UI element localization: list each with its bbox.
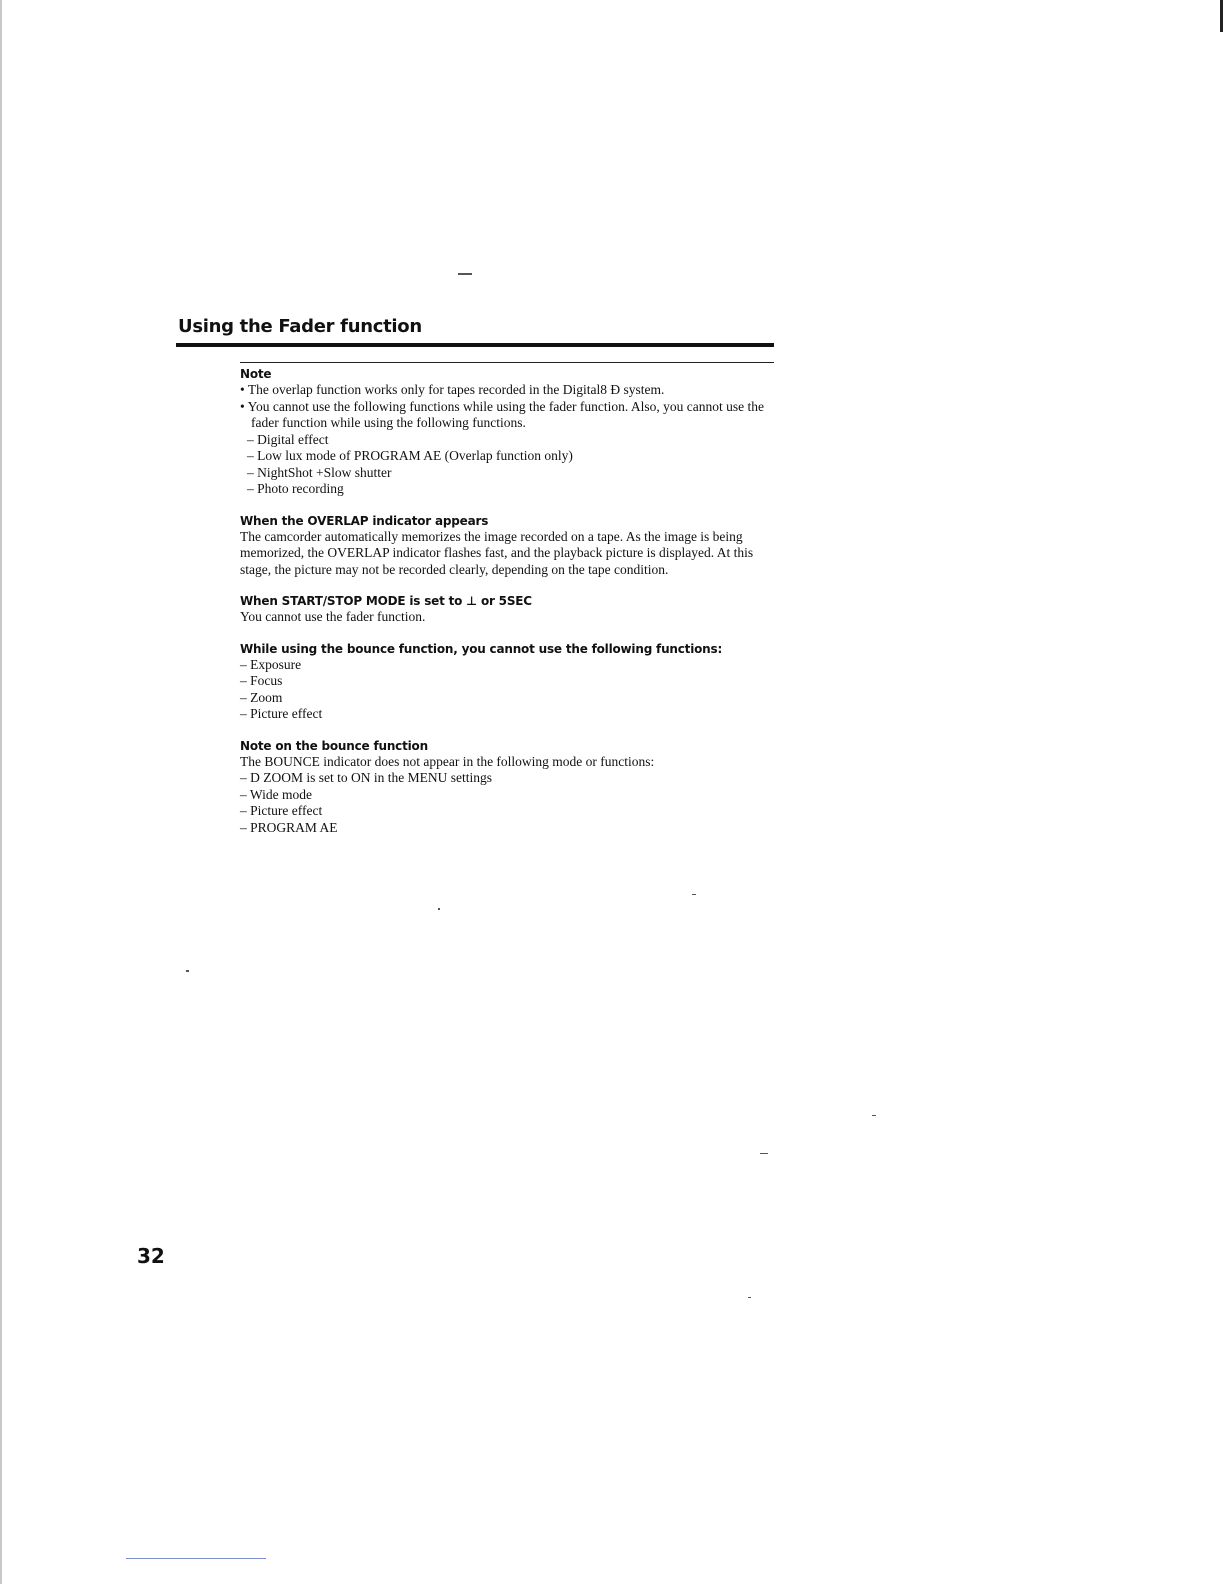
section-rule	[240, 362, 774, 363]
note-item: – Photo recording	[247, 481, 344, 496]
scan-speck	[760, 1153, 768, 1154]
scan-speck	[186, 970, 189, 972]
overlap-heading: When the OVERLAP indicator appears	[240, 513, 489, 528]
note-item: – Low lux mode of PROGRAM AE (Overlap function only)	[247, 448, 573, 463]
note-heading: Note	[240, 367, 272, 381]
note-bullet-1: • The overlap function works only for tapes recorded in the Digital8 Ð system.	[240, 382, 665, 397]
page-content	[240, 366, 780, 836]
page-title: Using the Fader function	[178, 316, 422, 337]
bounce-note-item: – PROGRAM AE	[240, 819, 338, 835]
bounce-note-item: – Wide mode	[240, 786, 312, 802]
note-bullet-2: • You cannot use the following functions while using the fader function. Also, you cannot use the fader function while using the following functions.	[240, 398, 765, 430]
bounce-item: – Exposure	[240, 656, 302, 672]
scan-speck	[748, 1297, 751, 1298]
note-item: – NightShot +Slow shutter	[247, 464, 392, 480]
title-rule	[176, 343, 774, 347]
startstop-heading-suffix: or 5SEC	[480, 594, 532, 608]
bounce-note-item: – Picture effect	[240, 803, 323, 818]
startstop-heading	[240, 593, 780, 609]
bounce-item: – Zoom	[240, 689, 283, 705]
bounce-note-body: The BOUNCE indicator does not appear in the following mode or functions:	[240, 753, 655, 769]
scan-edge	[0, 0, 2, 1584]
bounce-note-heading: Note on the bounce function	[240, 738, 428, 753]
scan-speck	[438, 908, 440, 910]
start-stop-mode-icon: ⊥	[466, 594, 477, 608]
note-item: – Digital effect	[247, 431, 329, 447]
scan-speck	[872, 1115, 876, 1116]
scan-speck	[692, 894, 696, 895]
scan-speck	[458, 273, 472, 275]
scan-edge-mark	[1220, 0, 1223, 32]
bounce-heading: While using the bounce function, you cannot use the following functions:	[240, 641, 723, 656]
startstop-body: You cannot use the fader function.	[240, 609, 426, 624]
startstop-heading-prefix: When START/STOP MODE is set to	[240, 594, 463, 608]
page-number: 32	[137, 1244, 165, 1268]
bounce-item: – Picture effect	[240, 706, 323, 721]
bounce-item: – Focus	[240, 673, 283, 688]
bounce-note-item: – D ZOOM is set to ON in the MENU settings	[240, 770, 492, 785]
footer-line	[126, 1558, 266, 1559]
overlap-body: The camcorder automatically memorizes the image recorded on a tape. As the image is being memorized, the OVERLAP indicator flashes fast, and the playback picture is displayed. At this stage, the picture may not be recorded clearly, depending on the tape condition.	[240, 528, 754, 577]
